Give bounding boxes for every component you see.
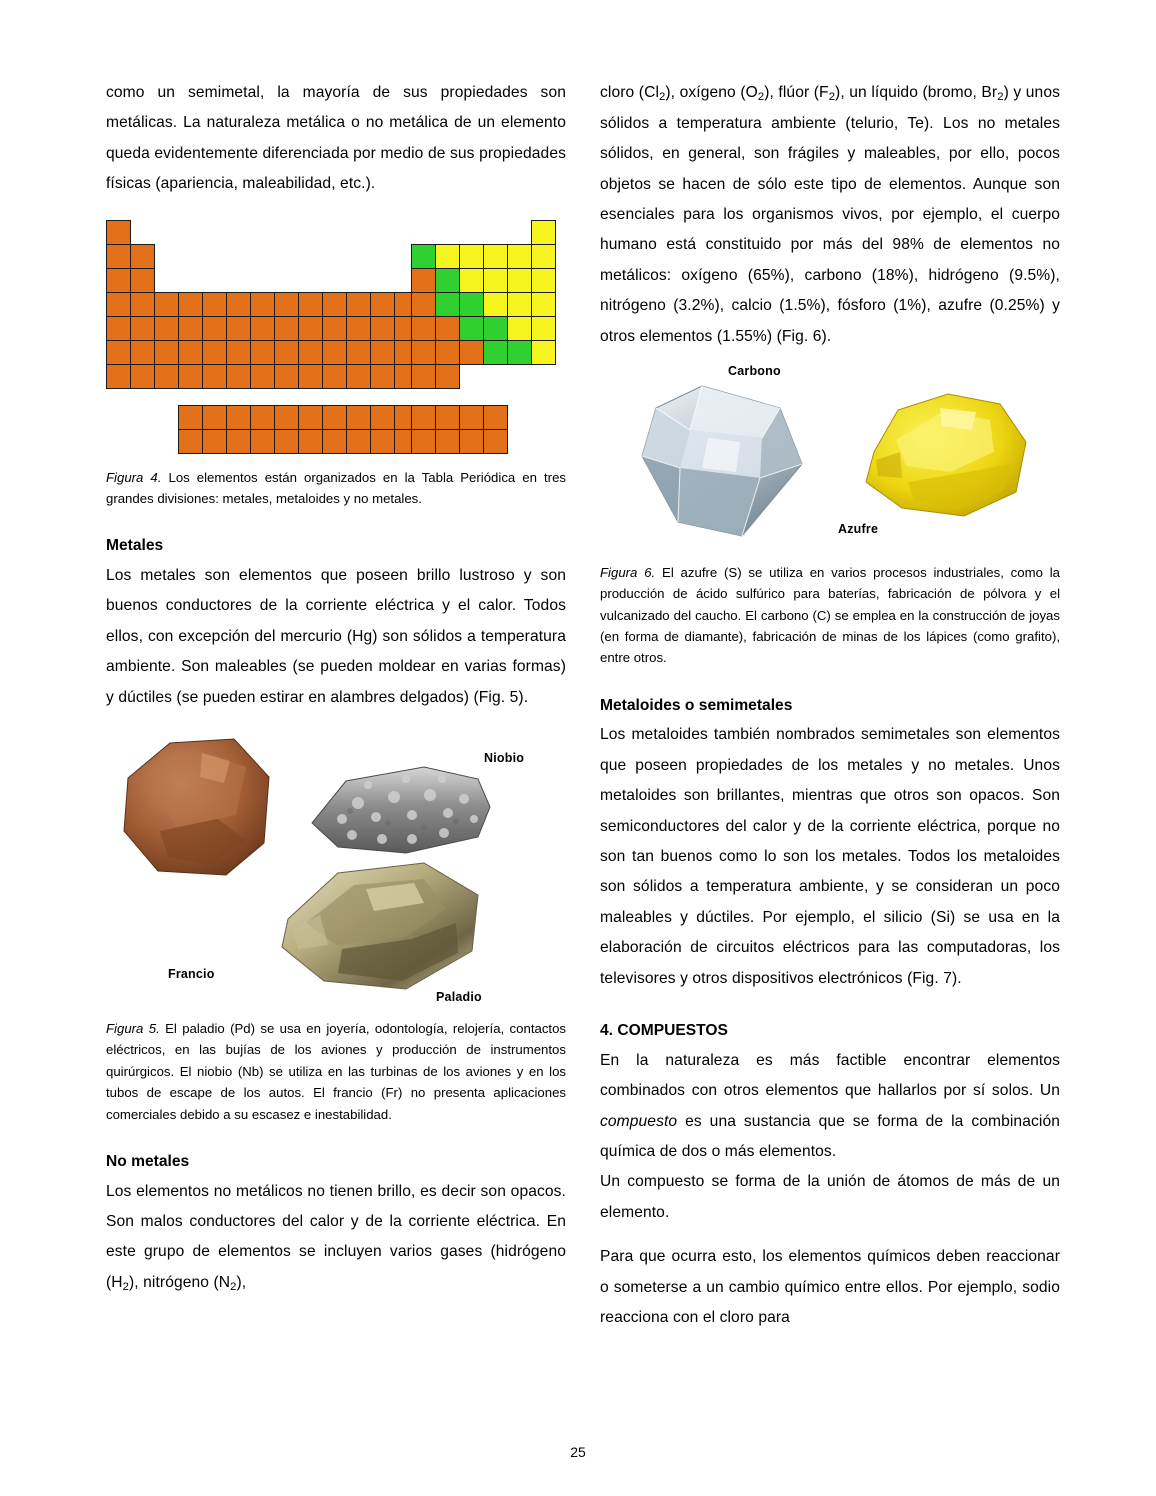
ptable-cell [106,220,131,245]
rc-sub-1: 2 [659,90,666,103]
paragraph-compuestos-2: Un compuesto se forma de la unión de átomos de más de un elemento. [600,1173,1060,1221]
ptable-cell [483,405,508,430]
ptable-cell [178,340,203,365]
ptable-cell [298,292,323,317]
ptable-cell [154,316,179,341]
ptable-cell [202,405,227,430]
rc-text-3: ), flúor (F [764,84,829,101]
paragraph-no-metales-cont [600,78,1060,352]
ptable-cell [106,292,131,317]
label-paladio: Paladio [436,990,482,1005]
ptable-cell [106,316,131,341]
ptable-cell [178,364,203,389]
ptable-cell [411,292,436,317]
no-metales-sub-2: 2 [230,1280,237,1293]
ptable-cell [483,268,508,293]
ptable-cell [130,244,155,269]
paragraph-metales: Los metales son elementos que poseen brillo lustroso y son buenos conductores de la corriente eléctrica y el calor. Todos ellos, con excepción del mercurio (Hg) son sólidos a temperatura ambiente. Son maleables (se pueden moldear en varias formas) y dúctiles (se pueden estirar en alambres delgados) (Fig. 5). [106,567,566,706]
figure-5-caption [106,1018,566,1125]
ptable-cell [130,268,155,293]
ptable-cell [346,364,371,389]
rc-text-4: ), un líquido (bromo, Br [835,84,998,101]
ptable-cell [459,429,484,454]
ptable-cell [154,364,179,389]
ptable-cell [531,220,556,245]
ptable-cell [202,292,227,317]
ptable-cell [459,292,484,317]
no-metales-text-1: Los elementos no metálicos no tienen brillo, es decir son opacos. Son malos conductores del calor y de la corriente eléctrica. En este grupo de elementos se incluyen varios gases (hidrógeno (H [106,1182,566,1291]
ptable-cell [226,364,251,389]
ptable-cell [322,292,347,317]
ptable-cell [130,364,155,389]
no-metales-sub-1: 2 [122,1280,129,1293]
figure-5-number: Figura 5. [106,1021,160,1037]
ptable-cell [178,429,203,454]
ptable-cell [411,244,436,269]
ptable-cell [435,316,460,341]
ptable-cell [531,316,556,341]
ptable-cell [274,429,299,454]
figure-6-caption [600,562,1060,669]
ptable-cell [298,340,323,365]
ptable-cell [370,405,395,430]
rc-text-2: ), oxígeno (O [665,84,758,101]
figure-4-caption-text: Los elementos están organizados en la Tabla Periódica en tres grandes divisiones: metales, metaloides y no metales. [106,469,566,506]
ptable-cell [435,268,460,293]
ptable-cell [202,340,227,365]
ptable-cell [226,340,251,365]
ptable-cell [250,292,275,317]
page-number: 25 [570,1444,586,1460]
figure-4-periodic-table [106,220,566,455]
ptable-cell [106,244,131,269]
compuestos-text-b: es una sustancia que se forma de la combinación química de dos o más elementos. [600,1112,1060,1160]
compuestos-italic: compuesto [600,1112,678,1130]
ptable-cell [130,340,155,365]
ptable-cell [483,340,508,365]
ptable-cell [298,429,323,454]
ptable-cell [531,292,556,317]
ptable-cell [274,405,299,430]
ptable-cell [106,340,131,365]
ptable-cell [202,316,227,341]
label-carbono: Carbono [728,363,781,378]
figure-6-number: Figura 6. [600,564,656,580]
paragraph-intro: como un semimetal, la mayoría de sus propiedades son metálicas. La naturaleza metálica o no metálica de un elemento queda evidentemente diferenciada por medio de sus propiedades físicas (apariencia, maleabilidad, etc.). [106,84,566,193]
ptable-cell [250,316,275,341]
ptable-cell [531,340,556,365]
ptable-cell [459,244,484,269]
ptable-cell [106,364,131,389]
figure-6-illustration [600,362,1060,552]
ptable-cell [459,268,484,293]
ptable-cell [435,405,460,430]
ptable-cell [507,340,532,365]
ptable-cell [322,429,347,454]
ptable-cell [370,340,395,365]
ptable-cell [411,429,436,454]
no-metales-text-2: ), nitrógeno (N [129,1273,231,1291]
label-azufre: Azufre [838,521,879,536]
ptable-cell [202,364,227,389]
ptable-cell [274,340,299,365]
ptable-cell [459,316,484,341]
ptable-cell [154,292,179,317]
ptable-cell [435,244,460,269]
ptable-cell [178,405,203,430]
ptable-cell [226,292,251,317]
ptable-cell [370,364,395,389]
paragraph-no-metales [106,1177,566,1299]
ptable-cell [298,364,323,389]
ptable-cell [459,340,484,365]
ptable-cell [346,292,371,317]
ptable-cell [274,292,299,317]
label-niobio: Niobio [484,751,525,766]
ptable-cell [274,364,299,389]
figure-5-metals-photo [106,723,566,1008]
ptable-cell [531,268,556,293]
ptable-cell [435,364,460,389]
ptable-cell [298,405,323,430]
ptable-cell [435,429,460,454]
right-column [600,78,1060,1333]
ptable-cell [154,340,179,365]
ptable-cell [274,316,299,341]
ptable-cell [507,244,532,269]
rc-sub-2: 2 [757,90,765,103]
rc-text-1: cloro (Cl [600,84,660,101]
ptable-cell [435,340,460,365]
ptable-cell [322,340,347,365]
ptable-cell [322,364,347,389]
ptable-cell [130,316,155,341]
ptable-cell [411,268,436,293]
ptable-cell [346,316,371,341]
left-column [106,78,566,1298]
heading-no-metales: No metales [106,1152,190,1170]
label-francio: Francio [168,967,215,982]
ptable-cell [250,340,275,365]
ptable-cell [226,429,251,454]
ptable-cell [346,340,371,365]
ptable-cell [178,316,203,341]
no-metales-text-3: ), [236,1273,247,1291]
ptable-cell [130,292,155,317]
ptable-cell [370,292,395,317]
paragraph-compuestos [600,1046,1060,1168]
rc-sub-4: 2 [997,90,1004,103]
figure-4-number: Figura 4. [106,469,162,485]
ptable-cell [202,429,227,454]
ptable-cell [411,364,436,389]
ptable-cell [106,268,131,293]
ptable-cell [411,340,436,365]
ptable-cell [507,292,532,317]
ptable-cell [411,316,436,341]
ptable-cell [250,429,275,454]
ptable-cell [346,429,371,454]
ptable-cell [483,292,508,317]
ptable-cell [435,292,460,317]
paragraph-final: Para que ocurra esto, los elementos químicos deben reaccionar o someterse a un cambio químico entre ellos. Por ejemplo, sodio reacciona con el cloro para [600,1248,1060,1326]
ptable-cell [507,268,532,293]
figure-5-illustration [106,723,566,1008]
ptable-cell [531,244,556,269]
heading-metaloides: Metaloides o semimetales [600,696,793,714]
ptable-cell [370,316,395,341]
figure-5-caption-text: El paladio (Pd) se usa en joyería, odontología, relojería, contactos eléctricos, en las bujías de los aviones y producción de instrumentos quirúrgicos. El niobio (Nb) se utiliza en las turbinas de los aviones y en los tubos de escape de los autos. El francio (Fr) no presenta aplicaciones comerciales debido a su escasez e inestabilidad. [106,1021,567,1122]
ptable-cell [298,316,323,341]
ptable-cell [483,244,508,269]
figure-4-caption [106,467,566,510]
ptable-cell [483,316,508,341]
rc-sub-3: 2 [828,90,836,103]
ptable-cell [322,316,347,341]
ptable-cell [411,405,436,430]
heading-compuestos: 4. COMPUESTOS [600,1022,728,1040]
compuestos-text-a: En la naturaleza es más factible encontrar elementos combinados con otros elementos que hallarlos por sí solos. Un [600,1051,1060,1100]
heading-metales: Metales [106,537,164,555]
ptable-cell [226,405,251,430]
ptable-cell [226,316,251,341]
figure-6-caption-text: El azufre (S) se utiliza en varios procesos industriales, como la producción de ácido sulfúrico para baterías, fabricación de pólvora y el vulcanizado del caucho. El carbono (C) se emplea en la construcción de joyas (en forma de diamante), fabricación de minas de los lápices (como grafito), entre otros. [600,564,1061,666]
ptable-cell [507,316,532,341]
figure-6-carbon-sulfur-photo [600,362,1060,552]
ptable-cell [346,405,371,430]
ptable-cell [483,429,508,454]
ptable-cell [322,405,347,430]
ptable-cell [370,429,395,454]
ptable-cell [250,405,275,430]
rc-text-5: ) y unos sólidos a temperatura ambiente (telurio, Te). Los no metales sólidos, en general, son frágiles y maleables, por ello, pocos objetos se hacen de sólo este tipo de elementos. Aunque son esenciales para los organismos vivos, por ejemplo, el cuerpo humano está constituido por más del 98% de elementos no metálicos: oxígeno (65%), carbono (18%), hidrógeno (9.5%), nitrógeno (3.2%), calcio (1.5%), fósforo (1%), azufre (0.25%) y otros elementos (1.55%) (Fig. 6). [600,84,1060,345]
paragraph-metaloides: Los metaloides también nombrados semimetales son elementos que poseen propiedades de los metales y no metales. Unos metaloides son brillantes, mientras que otros son opacos. Son semiconductores del calor y de la corriente eléctrica, porque no son tan buenos como lo son los metales. Todos los metaloides son sólidos a temperatura ambiente, y se consideran un poco maleables y dúctiles. Por ejemplo, el silicio (Si) se usa en la elaboración de circuitos eléctricos para las computadoras, los televisores y otros dispositivos electrónicos (Fig. 7). [600,726,1060,987]
ptable-cell [178,292,203,317]
ptable-cell [459,405,484,430]
ptable-cell [250,364,275,389]
